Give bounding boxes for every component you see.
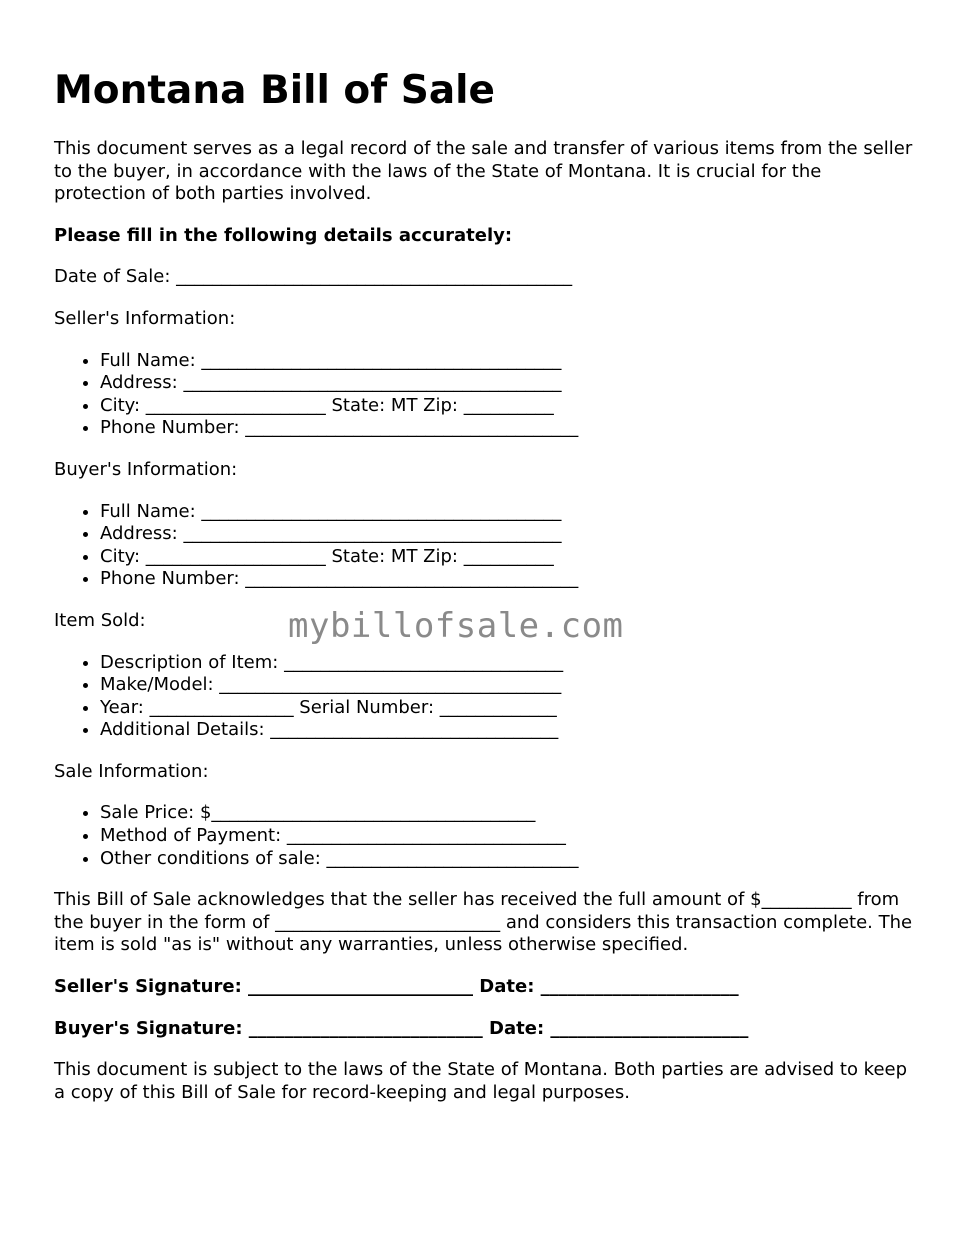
document-page [54,66,914,1123]
seller-heading: Seller's Information: [54,307,236,329]
item-make-model-field: • Make/Model: ______________________________________ [100,674,914,697]
item-sold-heading: Item Sold: [54,609,146,631]
item-sold-list [54,652,914,742]
seller-address-field: • Address: __________________________________________ [100,372,914,395]
buyer-list [54,501,914,591]
buyer-address-field: • Address: __________________________________________ [100,523,914,546]
instruction-text: Please fill in the following details accurately: [54,224,513,246]
acknowledgement-paragraph: This Bill of Sale acknowledges that the seller has received the full amount of $__________ from the buyer in the form of _________________________ and considers this transaction complete. The item is sold "as is" without any warranties, unless otherwise specified. [54,889,913,956]
intro-paragraph: This document serves as a legal record of the sale and transfer of various items from the seller to the buyer, in accordance with the laws of the State of Montana. It is crucial for the protection of both parties involved. [54,138,913,205]
seller-full-name-field: • Full Name: ________________________________________ [100,350,914,373]
item-description-field: • Description of Item: _______________________________ [100,652,914,675]
sale-info-list [54,802,914,870]
item-year-serial-field: • Year: ________________ Serial Number: _____________ [100,697,914,720]
buyer-phone-field: • Phone Number: _____________________________________ [100,568,914,591]
buyer-full-name-field: • Full Name: ________________________________________ [100,501,914,524]
seller-list [54,350,914,440]
closing-paragraph: This document is subject to the laws of the State of Montana. Both parties are advised to keep a copy of this Bill of Sale for record-keeping and legal purposes. [54,1059,908,1103]
sale-price-field: • Sale Price: $____________________________________ [100,802,914,825]
sale-info-heading: Sale Information: [54,760,209,782]
seller-phone-field: • Phone Number: _____________________________________ [100,417,914,440]
payment-method-field: • Method of Payment: _______________________________ [100,825,914,848]
buyer-signature-line: Buyer's Signature: __________________________ Date: ______________________ [54,1017,749,1039]
date-of-sale-field: Date of Sale: ____________________________________________ [54,266,573,288]
item-additional-details-field: • Additional Details: ________________________________ [100,719,914,742]
seller-city-state-zip-field: • City: ____________________ State: MT Zip: __________ [100,395,914,418]
watermark: mybillofsale.com [288,606,624,646]
buyer-city-state-zip-field: • City: ____________________ State: MT Zip: __________ [100,546,914,569]
seller-signature-line: Seller's Signature: _________________________ Date: ______________________ [54,976,739,998]
document-title: Montana Bill of Sale [54,68,495,113]
buyer-heading: Buyer's Information: [54,458,238,480]
other-conditions-field: • Other conditions of sale: ____________________________ [100,848,914,871]
